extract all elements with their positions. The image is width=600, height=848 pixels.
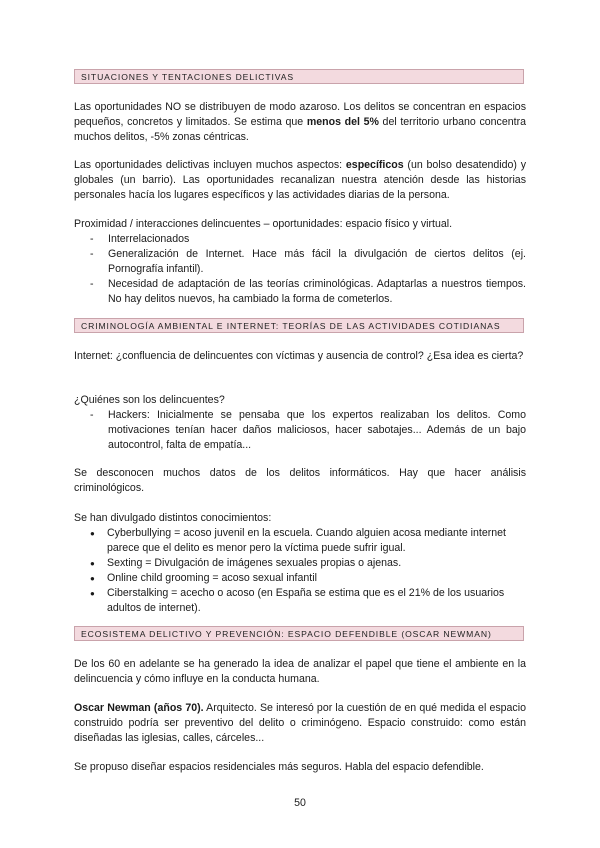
section-heading-situaciones: SITUACIONES Y TENTACIONES DELICTIVAS bbox=[74, 69, 524, 84]
section-heading-criminologia-ambiental: CRIMINOLOGÍA AMBIENTAL E INTERNET: TEORÍAS DE LAS ACTIVIDADES COTIDIANAS bbox=[74, 318, 524, 333]
bold-text: Oscar Newman (años 70). bbox=[74, 702, 204, 714]
list-item: - Hackers: Inicialmente se pensaba que los expertos realizaban los delitos. Como motivaciones tenían hacer daños maliciosos, hacer sabotajes... Además de un bajo autocontrol, falta de empatía... bbox=[90, 408, 526, 453]
paragraph-oscar-newman bbox=[74, 701, 526, 746]
list-item: ● Online child grooming = acoso sexual infantil bbox=[90, 571, 526, 586]
bullet-list-conocimientos bbox=[90, 526, 526, 616]
list-item: - Generalización de Internet. Hace más fácil la divulgación de ciertos delitos (ej. Pornografía infantil). bbox=[90, 247, 526, 277]
paragraph-quienes-delincuentes: ¿Quiénes son los delincuentes? bbox=[74, 394, 225, 406]
paragraph-conocimientos: Se han divulgado distintos conocimientos: bbox=[74, 512, 272, 524]
list-item: - Necesidad de adaptación de las teorías criminológicas. Adaptarlas a nuestros tiempos. No hay delitos nuevos, ha cambiado la forma de cometerlos. bbox=[90, 277, 526, 307]
section-heading-ecosistema-delictivo: ECOSISTEMA DELICTIVO Y PREVENCIÓN: ESPACIO DEFENDIBLE (OSCAR NEWMAN) bbox=[74, 626, 524, 641]
paragraph-oportunidades-distribucion bbox=[74, 100, 526, 145]
text-span: (un bolso desatendido) y globales (un barrio). Las oportunidades recanalizan nuestra atención desde las historias personales hacía los lugares específicos y las actividades diarias de la persona. bbox=[74, 159, 527, 201]
text-span: del territorio urbano concentra muchos delitos, -5% zonas céntricas. bbox=[74, 116, 527, 143]
text-span: Las oportunidades delictivas incluyen muchos aspectos: bbox=[74, 159, 346, 171]
paragraph-se-desconocen: Se desconocen muchos datos de los delitos informáticos. Hay que hacer análisis criminológicos. bbox=[74, 467, 526, 494]
list-item: ● Ciberstalking = acecho o acoso (en España se estima que es el 21% de los usuarios adultos de internet). bbox=[90, 586, 526, 616]
text-span: Las oportunidades NO se distribuyen de modo azaroso. Los delitos se concentran en espacios pequeños, concretos y limitados. Se estima que bbox=[74, 101, 526, 128]
list-item: - Interrelacionados bbox=[90, 232, 526, 247]
dash-list-hackers bbox=[90, 408, 526, 453]
paragraph-de-los-60: De los 60 en adelante se ha generado la idea de analizar el papel que tiene el ambiente en la delincuencia y cómo influye en la conducta humana. bbox=[74, 658, 526, 685]
bold-text: específicos bbox=[345, 159, 404, 171]
list-item: ● Sexting = Divulgación de imágenes sexuales propias o ajenas. bbox=[90, 556, 526, 571]
paragraph-oportunidades-aspectos bbox=[74, 158, 526, 203]
bold-text: menos del 5% bbox=[306, 116, 379, 128]
page-number: 50 bbox=[294, 797, 306, 809]
paragraph-espacios-residenciales: Se propuso diseñar espacios residenciales más seguros. Habla del espacio defendible. bbox=[74, 761, 484, 773]
dash-list-internet bbox=[90, 232, 526, 307]
text-span: Arquitecto. Se interesó por la cuestión de en qué medida el espacio construido podría ser preventivo del delito o criminógeno. Espacio construido: como están diseñadas las iglesias, calles, cárceles... bbox=[74, 702, 526, 744]
list-item: ● Cyberbullying = acoso juvenil en la escuela. Cuando alguien acosa mediante internet parece que el delito es menor pero la víctima puede sufrir igual. bbox=[90, 526, 526, 556]
paragraph-internet-confluencia: Internet: ¿confluencia de delincuentes con víctimas y ausencia de control? ¿Esa idea es cierta? bbox=[74, 350, 524, 362]
paragraph-proximidad: Proximidad / interacciones delincuentes – oportunidades: espacio físico y virtual. bbox=[74, 218, 453, 230]
